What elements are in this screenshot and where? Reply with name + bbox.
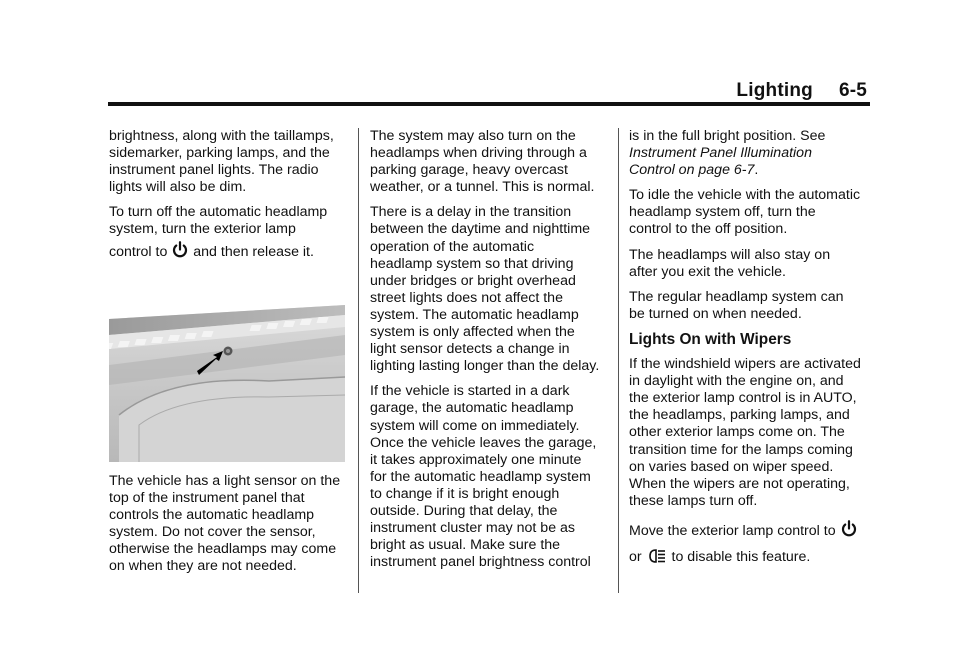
column-divider xyxy=(358,128,359,593)
paragraph xyxy=(109,204,339,264)
column-1 xyxy=(109,128,341,575)
paragraph-text: is in the full bright position. See xyxy=(629,128,826,144)
dashboard-image xyxy=(109,305,345,462)
header-rule xyxy=(108,102,870,106)
paragraph xyxy=(629,128,861,179)
section-heading: Lights On with Wipers xyxy=(629,330,792,348)
paragraph: If the windshield wipers are activated in daylight with the engine on, and the exterior lamp control is in AUTO, the headlamps, parking lamps, and other exterior lamps come on. The transition time for the lamps coming on varies based on wiper speed. When the wipers are not operating, these lamps turn off. xyxy=(629,356,861,509)
cross-reference-link[interactable]: Instrument Panel Illumination Control on page 6-7 xyxy=(629,145,812,179)
section-title: Lighting xyxy=(736,80,813,101)
paragraph: There is a delay in the transition between the daytime and nighttime operation of the automatic headlamp system so that driving under bridges or bright overhead street lights does not affect the system. The automatic headlamp system is only affected when the light sensor detects a change in lighting lasting longer than the delay. xyxy=(370,204,600,375)
paragraph-text: To turn off the automatic headlamp system, turn the exterior lamp xyxy=(109,204,328,238)
paragraph: brightness, along with the taillamps, sidemarker, parking lamps, and the instrument panel lights. The radio lights will also be dim. xyxy=(109,128,334,196)
column-3 xyxy=(629,128,861,578)
column-divider xyxy=(618,128,619,593)
headlamp-icon xyxy=(647,548,667,564)
paragraph: The regular headlamp system can be turned on when needed. xyxy=(629,288,844,322)
paragraph xyxy=(629,518,861,570)
paragraph: To idle the vehicle with the automatic headlamp system off, turn the control to the off position. xyxy=(629,187,861,238)
paragraph-text: or xyxy=(629,548,642,565)
page-number: 6-5 xyxy=(838,80,867,101)
paragraph-text: and then release it. xyxy=(193,243,314,260)
power-icon xyxy=(841,520,857,538)
header-title xyxy=(736,80,867,102)
paragraph-text: . xyxy=(754,162,759,179)
power-icon xyxy=(172,241,188,259)
column-2 xyxy=(370,128,600,579)
paragraph-text: Move the exterior lamp control to xyxy=(629,522,836,539)
paragraph: The vehicle has a light sensor on the top of the instrument panel that controls the automatic headlamp system. Do not cover the sensor, otherwise the headlamps may come on when they are not needed. xyxy=(109,473,341,575)
paragraph: The headlamps will also stay on after you exit the vehicle. xyxy=(629,246,831,280)
paragraph-text: to disable this feature. xyxy=(671,548,811,565)
paragraph: The system may also turn on the headlamps when driving through a parking garage, heavy overcast weather, or a tunnel. This is normal. xyxy=(370,128,595,196)
paragraph-text: control to xyxy=(109,243,168,260)
light-sensor-illustration xyxy=(109,305,345,462)
paragraph: If the vehicle is started in a dark garage, the automatic headlamp system will come on immediately. Once the vehicle leaves the garage, it takes approximately one minute for the automatic headlamp system to change if it is bright enough outside. During that delay, the instrument cluster may not be as bright as usual. Make sure the instrument panel brightness control xyxy=(370,383,597,571)
